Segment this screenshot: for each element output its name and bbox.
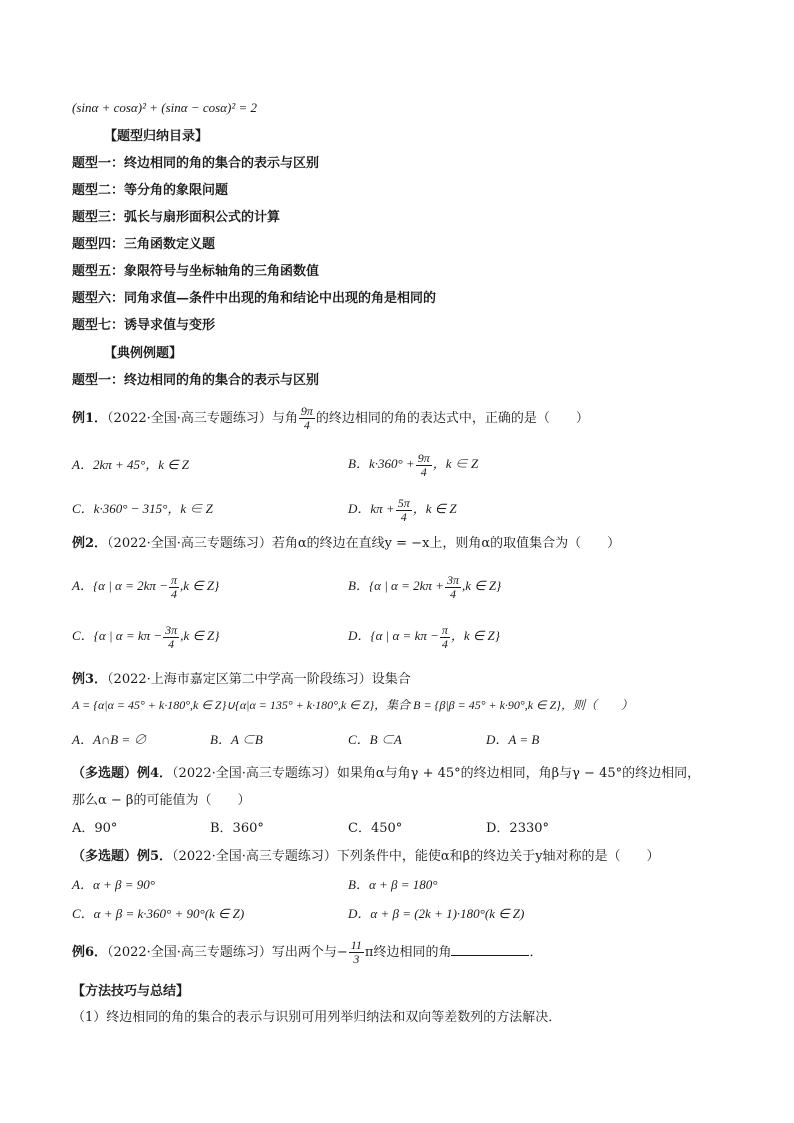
example-4-stem: （多选题）例4．（2022·全国·高三专题练习）如果角α与角γ + 45°的终边相同，角β与γ − 45°的终边相同， (72, 766, 701, 781)
answer-blank[interactable] (451, 943, 529, 956)
option-c: C．α + β = k·360° + 90°(k ∈ Z) (72, 906, 245, 921)
option-d: D．2330° (486, 821, 550, 836)
option-a: A．90° (72, 821, 118, 836)
option-d: D．{α | α = kπ − $\frac{\pi}{4}$ ，k ∈ Z} (348, 622, 500, 651)
option-c: C．{α | α = kπ − $\frac{3\pi}{4}$ ,k ∈ Z} (72, 622, 220, 651)
fraction: $\frac{3\pi}{4}$ (165, 622, 178, 651)
method-heading: 【方法技巧与总结】 (72, 984, 190, 999)
catalog-item: 题型五：象限符号与坐标轴角的三角函数值 (72, 264, 320, 279)
example-4-stem-cont: 那么α − β的可能值为（ ） (72, 793, 251, 808)
option-c: C．B ⊂A (348, 732, 402, 747)
catalog-item: 题型一：终边相同的角的集合的表示与区别 (72, 156, 320, 171)
option-b: B．A ⊂B (210, 732, 263, 747)
option-a: A．{α | α = 2kπ − $\frac{\pi}{4}$ ,k ∈ Z} (72, 572, 220, 601)
option-b: B．360° (210, 821, 264, 836)
option-a: A．A∩B = ∅ (72, 732, 147, 747)
method-text: （1）终边相同的角的集合的表示与识别可用列举归纳法和双向等差数列的方法解决． (72, 1010, 562, 1025)
example-1-stem: 例1．（2022·全国·高三专题练习）与角 $\frac{9\pi}{4}$ 的终边相同的角的表达式中，正确的是（ ） (72, 404, 589, 432)
fraction: $\frac{3\pi}{4}$ (446, 572, 459, 601)
example-label: 例3． (72, 672, 108, 687)
fraction: $\frac{\pi}{4}$ (170, 572, 177, 601)
example-label: （多选题）例4． (72, 766, 173, 781)
identity-formula: (sinα + cosα)² + (sinα − cosα)² = 2 (72, 100, 257, 115)
catalog-item: 题型三：弧长与扇形面积公式的计算 (72, 210, 281, 225)
example-label: 例6． (72, 945, 108, 960)
catalog-item: 题型二：等分角的象限问题 (72, 183, 229, 198)
example-3-stem: 例3．（2022·上海市嘉定区第二中学高一阶段练习）设集合 (72, 672, 411, 687)
option-d: D．α + β = (2k + 1)·180°(k ∈ Z) (348, 906, 525, 921)
catalog-item: 题型四：三角函数定义题 (72, 237, 216, 252)
fraction: $\frac{11}{3}$ (350, 938, 362, 966)
option-a: A．2kπ + 45°，k ∈ Z (72, 457, 190, 472)
example-label: 例2． (72, 536, 108, 551)
option-c: C．450° (348, 821, 403, 836)
catalog-item: 题型六：同角求值—条件中出现的角和结论中出现的角是相同的 (72, 291, 437, 306)
set-definition: A = {α|α = 45° + k·180°,k ∈ Z}∪{α|α = 135° + k·180°,k ∈ Z}，集合 B = {β|β = 45° + k·90°,k ∈ Z}，则（ ） (72, 698, 633, 712)
example-label: （多选题）例5． (72, 849, 173, 864)
example-2-stem: 例2．（2022·全国·高三专题练习）若角α的终边在直线y = −x上，则角α的取值集合为（ ） (72, 536, 621, 551)
option-b: B．{α | α = 2kπ + $\frac{3\pi}{4}$ ,k ∈ Z} (348, 572, 502, 601)
option-d: D．kπ + $\frac{5\pi}{4}$ ，k ∈ Z (348, 495, 457, 524)
option-a: A．α + β = 90° (72, 877, 155, 892)
fraction: $\frac{9\pi}{4}$ (417, 450, 430, 479)
fraction: $\frac{9\pi}{4}$ (300, 404, 313, 432)
catalog-heading: 【题型归纳目录】 (104, 129, 209, 144)
option-d: D．A = B (486, 732, 540, 747)
example-label: 例1． (72, 411, 108, 426)
examples-heading: 【典例例题】 (104, 346, 183, 361)
fraction: $\frac{\pi}{4}$ (441, 622, 448, 651)
catalog-item: 题型七：诱导求值与变形 (72, 318, 216, 333)
fraction: $\frac{5\pi}{4}$ (397, 495, 410, 524)
example-6-stem: 例6．（2022·全国·高三专题练习）写出两个与− $\frac{11}{3}$ π终边相同的角 ． (72, 938, 543, 966)
option-c: C．k·360° − 315°，k ∈ Z (72, 501, 213, 516)
option-b: B．α + β = 180° (348, 877, 438, 892)
example-5-stem: （多选题）例5．（2022·全国·高三专题练习）下列条件中，能使α和β的终边关于y轴对称的是（ ） (72, 849, 660, 864)
option-b: B．k·360° + $\frac{9\pi}{4}$ ，k ∈ Z (348, 450, 479, 479)
section-title: 题型一：终边相同的角的集合的表示与区别 (72, 373, 320, 388)
